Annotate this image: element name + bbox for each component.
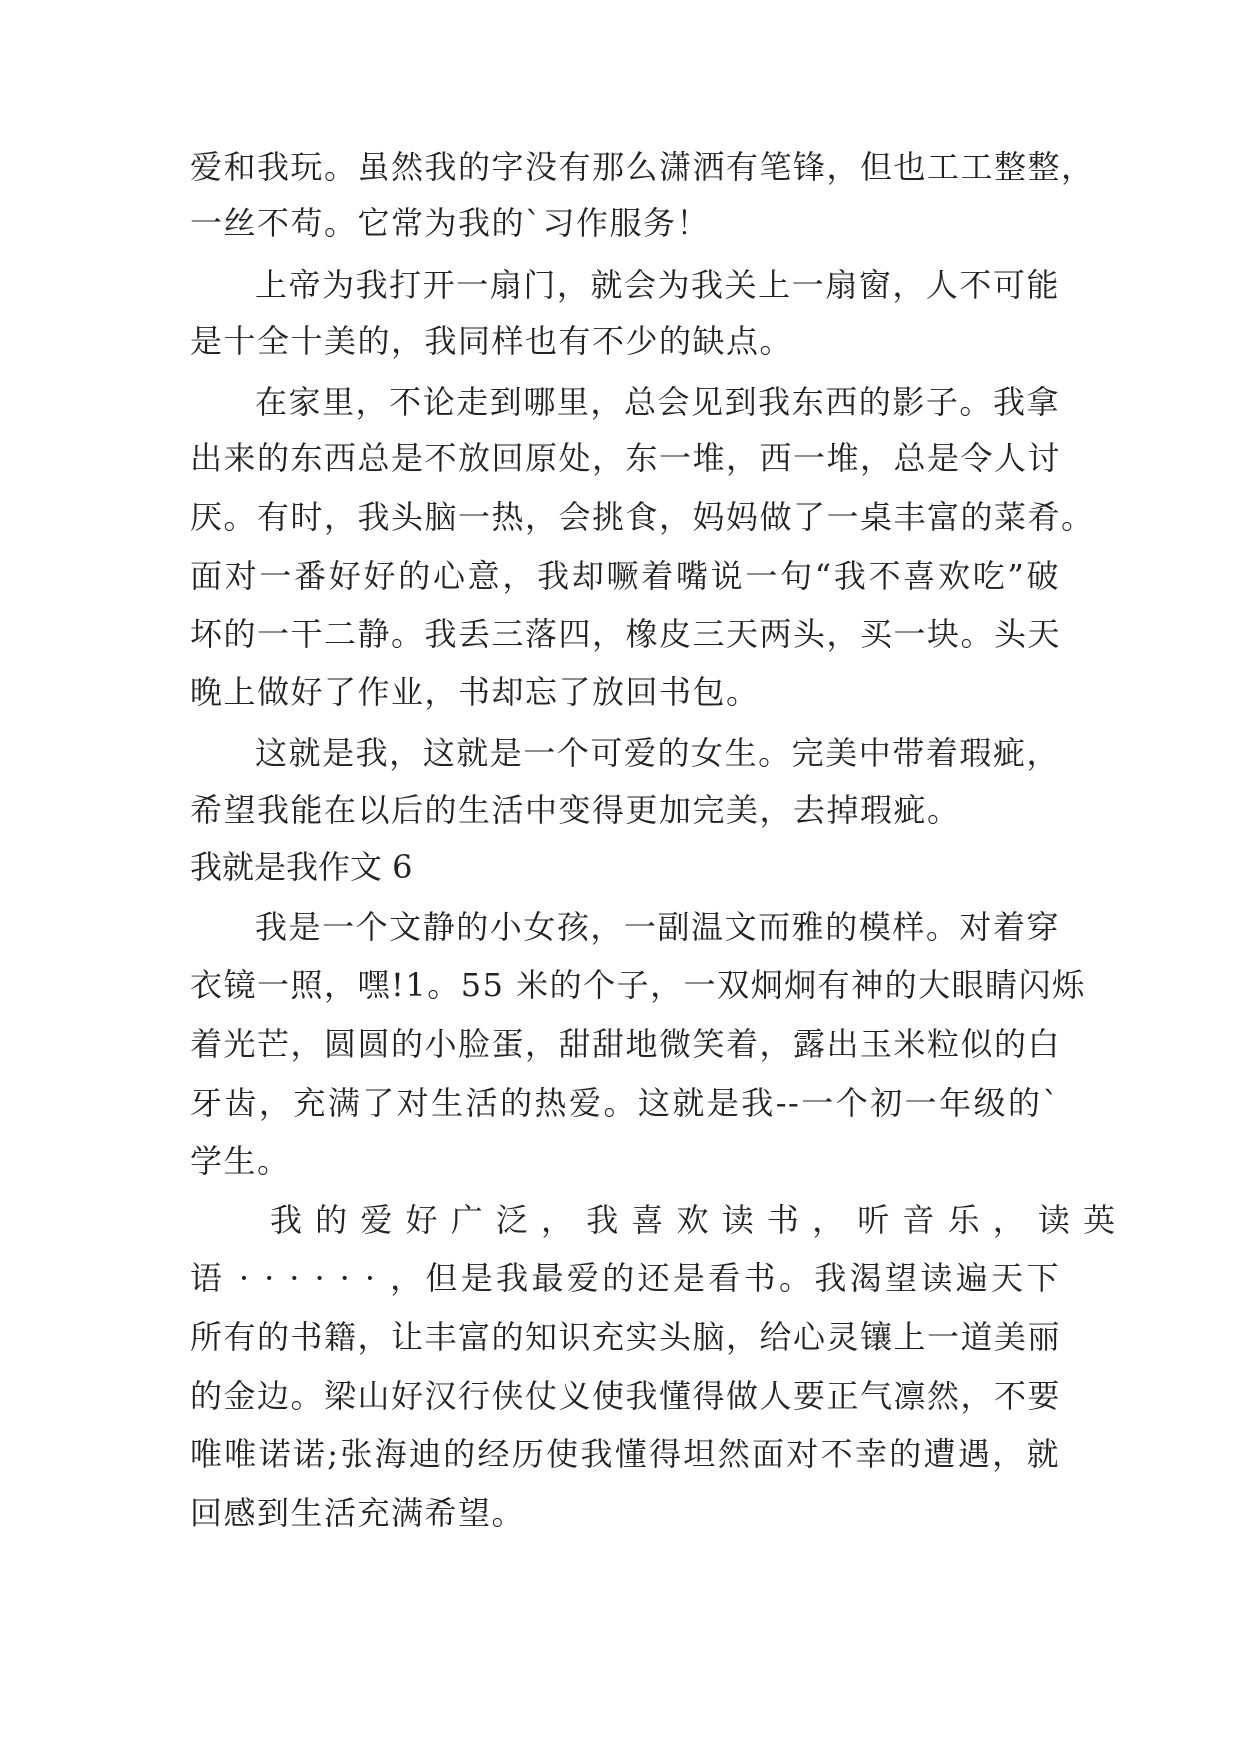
text-line: 上帝为我打开一扇门，就会为我关上一扇窗，人不可能 [255,266,1060,304]
text-line: 的金边。梁山好汉行侠仗义使我懂得做人要正气凛然，不要 [190,1377,1062,1415]
text-line: 爱和我玩。虽然我的字没有那么潇洒有笔锋，但也工工整整， [190,148,1095,186]
text-line: 希望我能在以后的生活中变得更加完美，去掉瑕疵。 [190,791,961,829]
text-line: 在家里，不论走到哪里，总会见到我东西的影子。我拿 [255,383,1060,421]
text-line: 学生。 [190,1142,291,1180]
text-line: 一丝不苟。它常为我的`习作服务！ [190,204,711,242]
text-line: 衣镜一照，嘿!1。55 米的个子，一双炯炯有神的大眼睛闪烁 [190,966,1086,1004]
text-line: 厌。有时，我头脑一热，会挑食，妈妈做了一桌丰富的菜肴。 [190,498,1095,536]
text-line: 出来的东西总是不放回原处，东一堆，西一堆，总是令人讨 [190,439,1062,477]
text-line: 唯唯诺诺;张海迪的经历使我懂得坦然面对不幸的遭遇，就 [190,1435,1060,1473]
text-line: 所有的书籍，让丰富的知识充实头脑，给心灵镶上一道美丽 [190,1318,1062,1356]
text-line: 是十全十美的，我同样也有不少的缺点。 [190,322,794,360]
text-line: 着光芒，圆圆的小脸蛋，甜甜地微笑着，露出玉米粒似的白 [190,1025,1062,1063]
text-line: 我 的 爱 好 广 泛 ， 我 喜 欢 读 书 ， 听 音 乐 ， 读 英 [270,1201,1117,1239]
text-line: 这就是我，这就是一个可爱的女生。完美中带着瑕疵， [255,734,1060,772]
text-line: 面对一番好好的心意，我却噘着嘴说一句“我不喜欢吃”破 [190,557,1060,595]
text-line: 语 · · · · · · ，但是我最爱的还是看书。我渴望读遍天下 [190,1259,1060,1297]
text-line: 我是一个文静的小女孩，一副温文而雅的模样。对着穿 [255,908,1060,946]
text-line: 回感到生活充满希望。 [190,1494,526,1532]
text-line: 坏的一干二静。我丢三落四，橡皮三天两头，买一块。头天 [190,615,1062,653]
text-line: 牙齿，充满了对生活的热爱。这就是我--一个初一年级的` [190,1084,1060,1122]
essay-title: 我就是我作文 6 [190,848,413,886]
text-line: 晚上做好了作业，书却忘了放回书包。 [190,673,760,711]
